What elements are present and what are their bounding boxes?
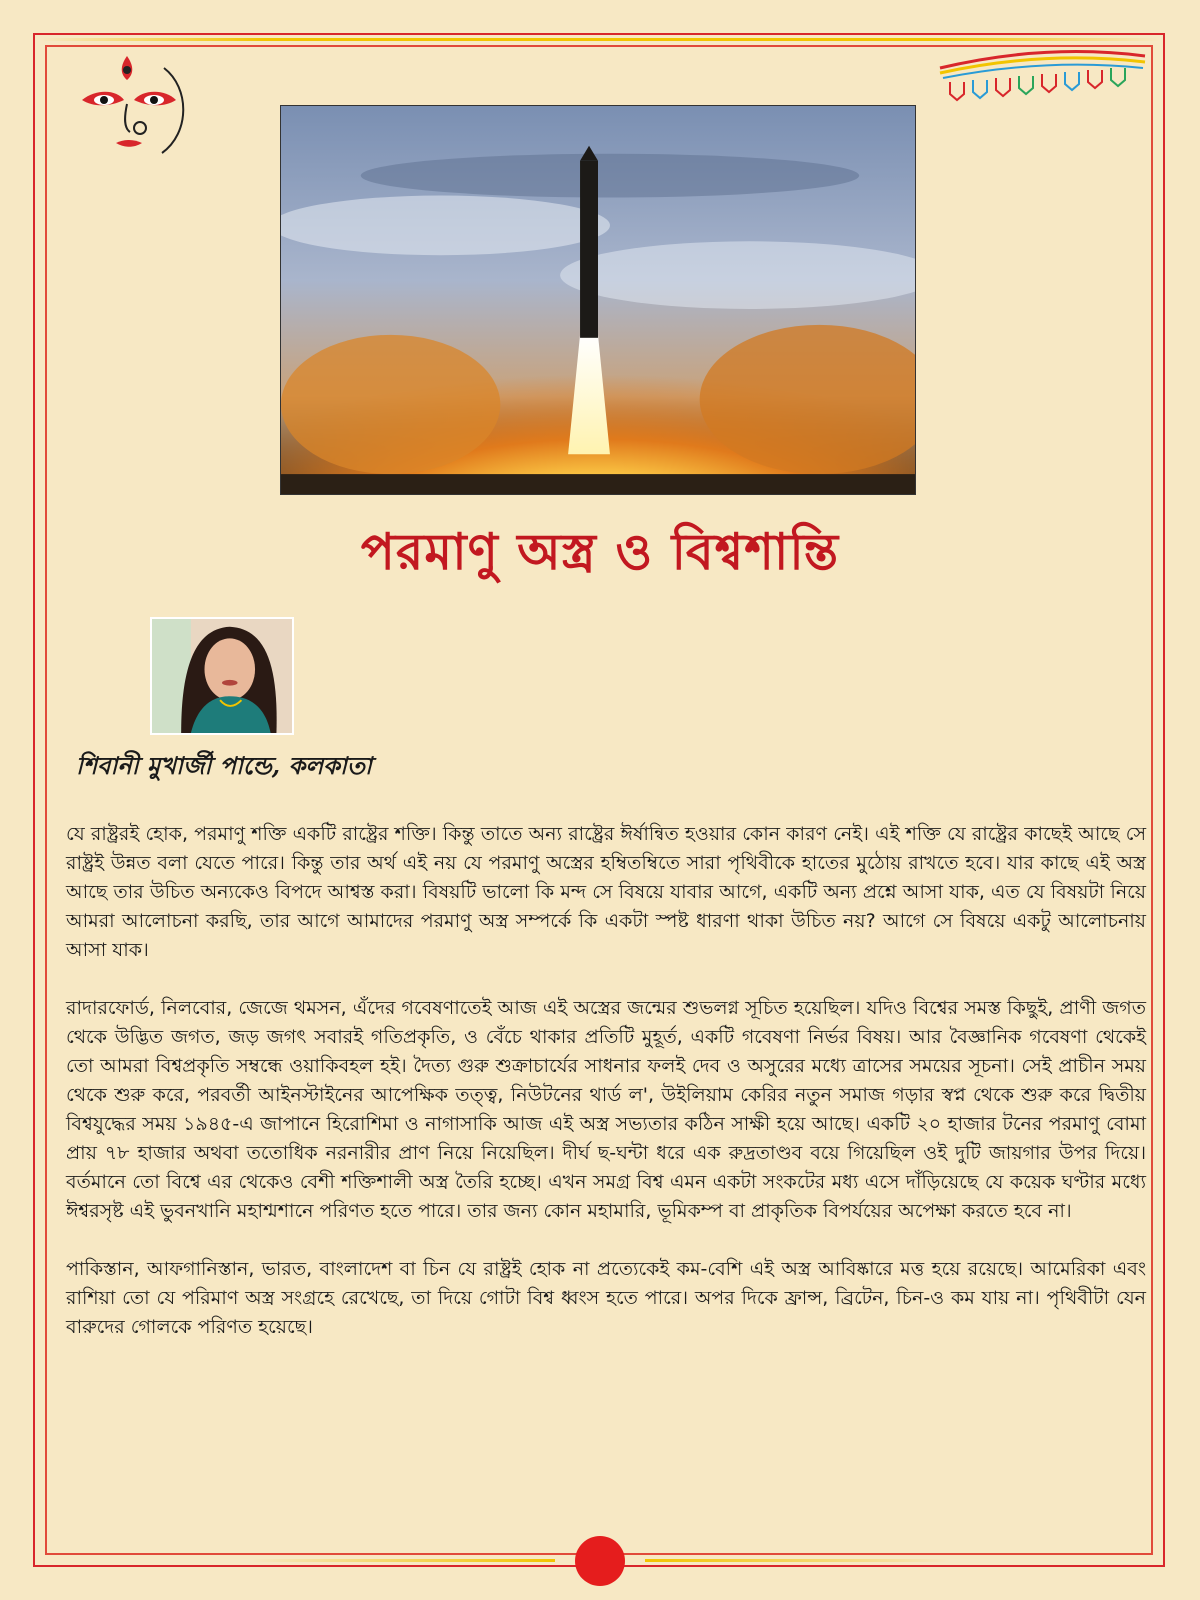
- author-name: শিবানী মুখার্জী পান্ডে, কলকাতা: [76, 751, 372, 780]
- red-dot-ornament: [575, 1536, 625, 1586]
- missile-launch-image: [280, 105, 916, 495]
- article-paragraph: পাকিস্তান, আফগানিস্তান, ভারত, বাংলাদেশ বা চিন যে রাষ্ট্রই হোক না প্রত্যেকেই কম-বেশি এই অস্ত্র আবিষ্কারে মত্ত হয়ে রয়েছে। আমেরিকা এবং রাশিয়া তো যে পরিমাণ অস্ত্র সংগ্রহে রেখেছে, তা দিয়ে গোটা বিশ্ব ধ্বংস হতে পারে। অপর দিকে ফ্রান্স, ব্রিটেন, চিন-ও কম যায় না। পৃথিবীটা যেন বারুদের গোলকে পরিণত হয়েছে।: [66, 1258, 1146, 1338]
- article-paragraph: রাদারফোর্ড, নিলবোর, জেজে থমসন, এঁদের গবেষণাতেই আজ এই অস্ত্রের জন্মের শুভলগ্ন সূচিত হয়েছিল। যদিও বিশ্বের সমস্ত কিছুই, প্রাণী জগত থেকে উদ্ভিত জগত, জড় জগৎ সবারই গতিপ্রকৃতি, ও বেঁচে থাকার প্রতিটি মুহূর্ত, একটি গবেষণা নির্ভর বিষয়। আর বৈজ্ঞানিক গবেষণা থেকেই তো আমরা বিশ্বপ্রকৃতি সম্বন্ধে ওয়াকিবহল হই। দৈত্য গুরু শুক্রাচার্যের সাধনার ফলই দেব ও অসুরের মধ্যে ত্রাসের সময়ের সূচনা। সেই প্রাচীন সময় থেকে শুরু করে, পরবর্তী আইনস্টাইনের আপেক্ষিক তত্ত্ব, নিউটনের থার্ড ল', উইলিয়াম কেরির নতুন সমাজ গড়ার স্বপ্ন থেকে শুরু করে দ্বিতীয় বিশ্বযুদ্ধের সময় ১৯৪৫-এ জাপানে হিরোশিমা ও নাগাসাকি আজ এই অস্ত্র সভ্যতার কঠিন সাক্ষী হয়ে আছে। একটি ২০ হাজার টনের পরমাণু বোমা প্রায় ৭৮ হাজার অথবা ততোধিক নরনারীর প্রাণ নিয়ে নিয়েছিল। দীর্ঘ ছ-ঘন্টা ধরে এক রুদ্রতাণ্ডব বয়ে গিয়েছিল ওই দুটি জায়গার উপর দিয়ে। বর্তমানে তো বিশ্বে এর থেকেও বেশী শক্তিশালী অস্ত্র তৈরি হচ্ছে। এখন সমগ্র বিশ্ব এমন একটা সংকটের মধ্য এসে দাঁড়িয়েছে যে কয়েক ঘণ্টার মধ্যে ঈশ্বরসৃষ্ট এই ভুবনখানি মহাশ্মশানে পরিণত হতে পারে। তার জন্য কোন মহামারি, ভূমিকম্প বা প্রাকৃতিক বিপর্যয়ের অপেক্ষা করতে হবে না।: [66, 997, 1146, 1222]
- durga-face-icon: [72, 48, 192, 158]
- footer-gold-line-left: [250, 1559, 555, 1562]
- article-paragraph: যে রাষ্ট্ররই হোক, পরমাণু শক্তি একটি রাষ্ট্রের শক্তি। কিন্তু তাতে অন্য রাষ্ট্রের ঈর্ষান্বিত হওয়ার কোন কারণ নেই। এই শক্তি যে রাষ্ট্রের কাছেই আছে সে রাষ্ট্রই উন্নত বলা যেতে পারে। কিন্তু তার অর্থ এই নয় যে পরমাণু অস্ত্রের হম্বিতম্বিতে সারা পৃথিবীকে হাতের মুঠোয় রাখতে হবে। যার কাছে এই অস্ত্র আছে তার উচিত অন্যকেও বিপদে আশ্বস্ত করা। বিষয়টি ভালো কি মন্দ সে বিষয়ে যাবার আগে, একটি অন্য প্রশ্নে আসা যাক, এত যে বিষয়টা নিয়ে আমরা আলোচনা করছি, তার আগে আমাদের পরমাণু অস্ত্র সম্পর্কে কি একটা স্পষ্ট ধারণা থাকা উচিত নয়? আগে সে বিষয়ে একটু আলোচনায় আসা যাক।: [66, 823, 1146, 961]
- author-photo: [150, 617, 294, 735]
- article-body: [66, 820, 1146, 1371]
- article-title: পরমাণু অস্ত্র ও বিশ্বশান্তি: [360, 522, 840, 581]
- footer-gold-line-right: [645, 1559, 950, 1562]
- gold-border-line: [40, 38, 1160, 41]
- festive-garland-icon: [935, 48, 1150, 113]
